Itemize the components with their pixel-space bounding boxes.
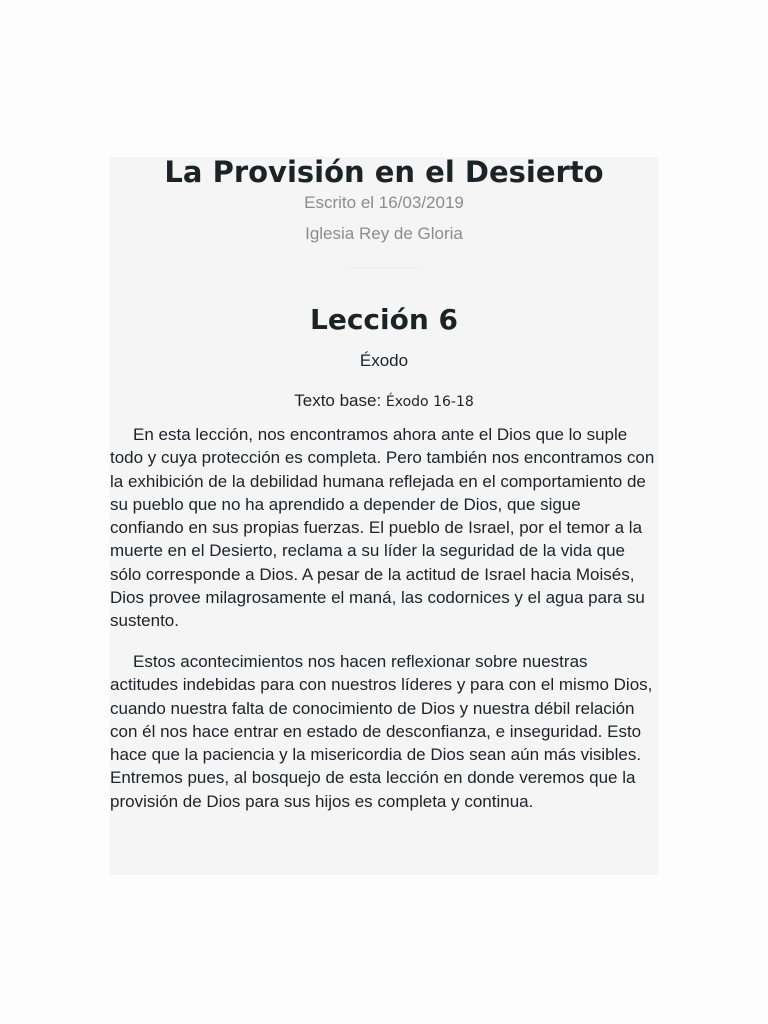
base-text: [110, 390, 658, 413]
article-card: [110, 157, 658, 875]
paragraph: Estos acontecimientos nos hacen reflexionar sobre nuestras actitudes indebidas para con nuestros líderes y para con el mismo Dios, cuando nuestra falta de conocimiento de Dios y nuestra débil relación con él nos hace entrar en estado de desconfianza, e inseguridad. Esto hace que la paciencia y la misericordia de Dios sean aún más visibles. Entremos pues, al bosquejo de esta lección en donde veremos que la provisión de Dios para sus hijos es completa y continua.: [110, 652, 653, 811]
article-author: Iglesia Rey de Gloria: [305, 224, 463, 243]
base-text-label: Texto base:: [294, 391, 386, 410]
article-title: La Provisión en el Desierto: [164, 155, 604, 189]
lesson-title: Lección 6: [309, 303, 459, 336]
paragraph: En esta lección, nos encontramos ahora ante el Dios que lo suple todo y cuya protección es completa. Pero también nos encontramos con la exhibición de la debilidad humana reflejada en el comportamiento de su pueblo que no ha aprendido a depender de Dios, que sigue confiando en sus propias fuerzas. El pueblo de Israel, por el temor a la muerte en el Desierto, reclama a su líder la seguridad de la vida que sólo corresponde a Dios. A pesar de la actitud de Israel hacia Moisés, Dios provee milagrosamente el maná, las codornices y el agua para su sustento.: [110, 425, 655, 631]
base-text-reference: Éxodo 16-18: [385, 394, 474, 410]
divider: [346, 267, 422, 268]
book-name: Éxodo: [359, 351, 409, 370]
article-date: Escrito el 16/03/2019: [304, 193, 464, 212]
